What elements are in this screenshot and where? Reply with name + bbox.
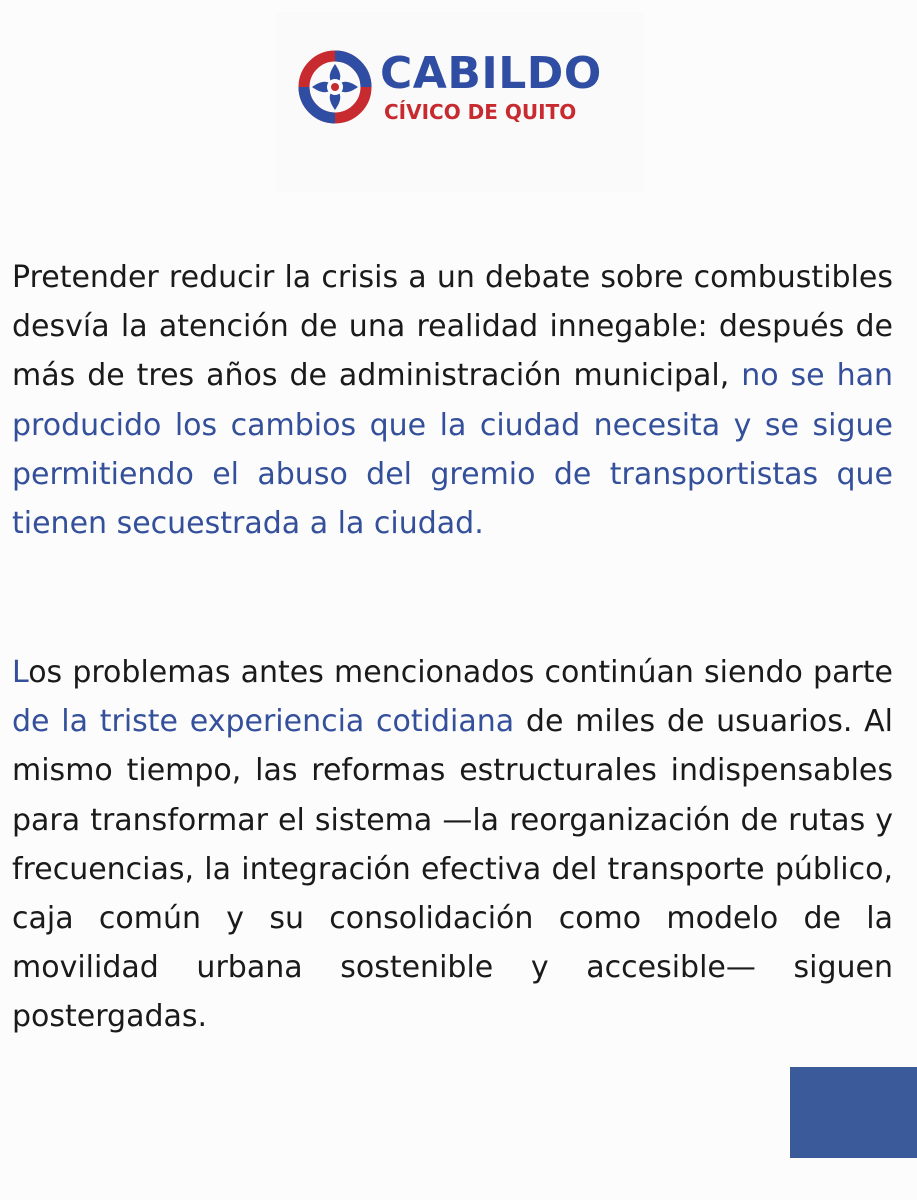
paragraph-1 [12,253,893,548]
logo-title: CABILDO [380,48,602,99]
logo-subtitle: CÍVICO DE QUITO [384,100,577,124]
paragraph-2-highlight: de la triste experiencia cotidiana [12,704,515,740]
cabildo-emblem-icon [294,44,376,130]
paragraph-2-part-1: os problemas antes mencionados continúan siendo parte [28,655,893,690]
paragraph-2 [12,648,893,1042]
paragraph-2-part-2: de miles de usuarios. Al mismo tiempo, las reformas estructurales indispensables para transformar el sistema —la reorganización de rutas y frecuencias, la integración efectiva del transporte público, caja común y su consolidación como modelo de la movilidad urbana sostenible y accesible— siguen postergadas. [12,704,893,1035]
corner-accent-block [790,1067,917,1158]
paragraph-1-highlight: no se han producido los cambios que la ciudad necesita y se sigue permitiendo el abuso del gremio de transportistas que tienen secuestrada a la ciudad. [12,358,893,542]
paragraph-1-lead: Pretender reducir la crisis a un debate sobre combustibles desvía la atención de una realidad innegable: después de más de tres años de administración municipal, [12,260,893,394]
paragraph-2-initial: L [12,655,29,690]
